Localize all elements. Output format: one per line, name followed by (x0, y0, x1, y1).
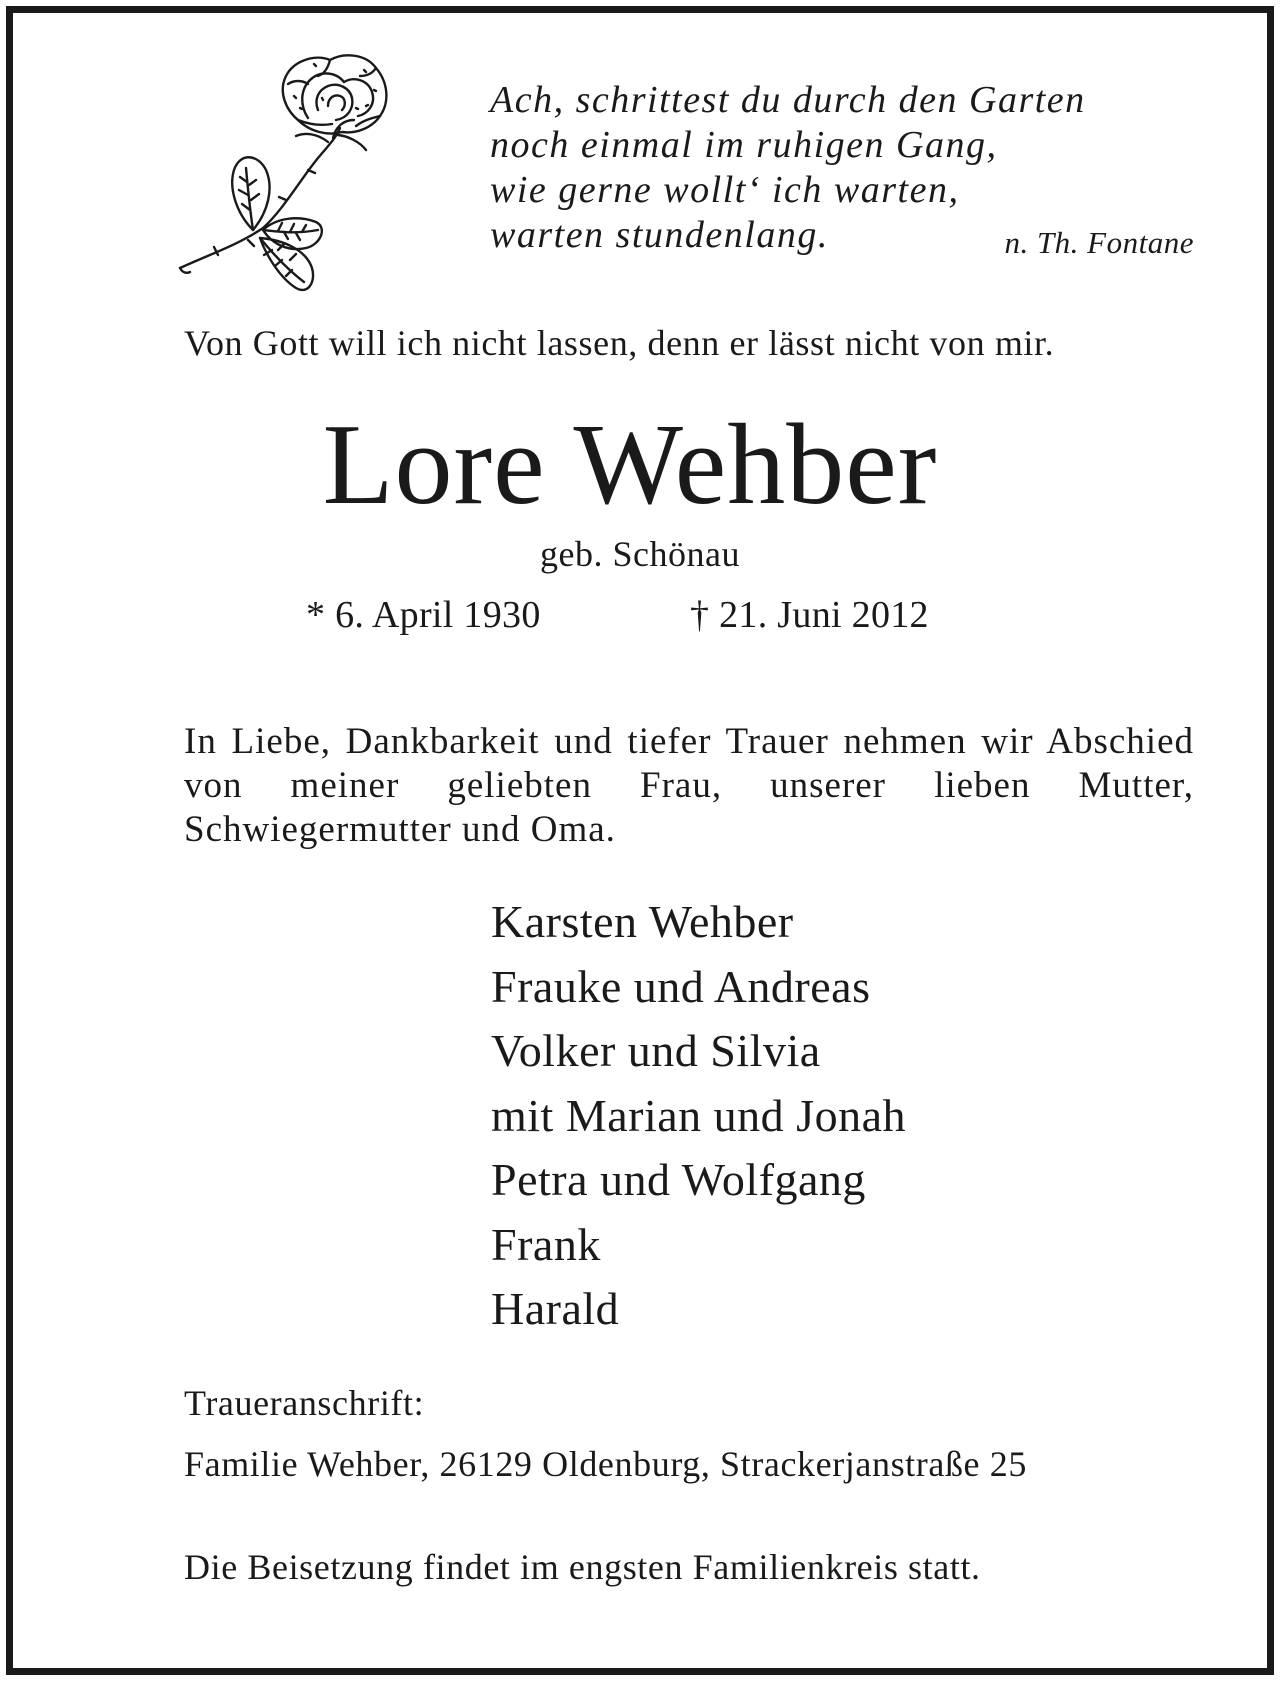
birth-name: geb. Schönau (540, 534, 740, 574)
mourning-address: Familie Wehber, 26129 Oldenburg, Strackerjanstraße 25 (184, 1444, 1027, 1484)
poem-line: noch einmal im ruhigen Gang, (490, 124, 998, 166)
poem-line: wie gerne wollt‘ ich warten, (490, 169, 960, 211)
mourner: Volker und Silvia (491, 1025, 821, 1076)
mourner: Frank (491, 1218, 601, 1270)
poem-line: Ach, schrittest du durch den Garten (490, 79, 1086, 121)
address-label: Traueranschrift: (184, 1383, 425, 1423)
farewell-message: In Liebe, Dankbarkeit und tiefer Trauer nehmen wir Abschied von meiner geliebten Frau, unserer lieben Mutter, Schwiegermutter und Oma. (184, 721, 1194, 850)
burial-note: Die Beisetzung findet im engsten Familienkreis statt. (184, 1547, 981, 1587)
birth-date: * 6. April 1930 (306, 594, 541, 636)
mourner: mit Marian und Jonah (491, 1089, 906, 1141)
mourner: Harald (491, 1283, 620, 1334)
motto: Von Gott will ich nicht lassen, denn er lässt nicht von mir. (184, 323, 1055, 363)
rose-icon (168, 50, 418, 320)
poem-author: n. Th. Fontane (1004, 225, 1194, 260)
deceased-name: Lore Wehber (322, 401, 938, 529)
mourner: Karsten Wehber (491, 896, 794, 947)
mourner: Petra und Wolfgang (491, 1154, 866, 1205)
mourners-list (491, 890, 906, 1342)
poem (490, 78, 1210, 258)
poem-line: warten stundenlang. (490, 214, 829, 256)
death-date: † 21. Juni 2012 (690, 594, 929, 636)
mourner: Frauke und Andreas (491, 960, 871, 1012)
